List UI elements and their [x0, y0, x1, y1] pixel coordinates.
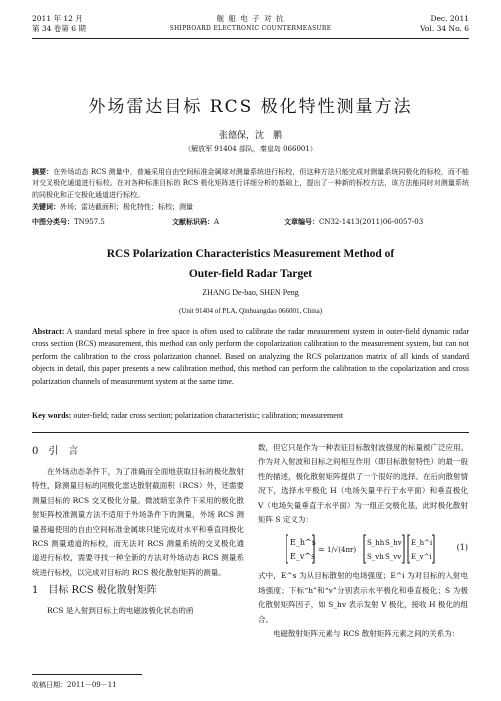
issue-date-en: Dec. 2011: [430, 14, 469, 23]
eq-rhs-top: E_h^i: [411, 539, 433, 548]
section1-paragraph: RCS 是入射到目标上的电磁波极化状态的函: [47, 606, 194, 616]
received-date: 收稿日期：2011－09－11: [32, 681, 117, 689]
classification-line: [32, 217, 469, 227]
eq-s-hv: S_hv: [385, 539, 402, 548]
equation-1-body: [286, 533, 436, 567]
eq-lhs-top: E_h^s: [290, 538, 316, 548]
right-paragraph-3: 电磁散射矩阵元素与 RCS 散射矩阵元素之间的关系为：: [273, 629, 460, 639]
body-rule: [32, 432, 469, 433]
header-center: [32, 14, 469, 34]
doc-field: [172, 217, 219, 227]
issue-date: 2011 年 12 月: [32, 14, 83, 23]
header-right: [420, 14, 469, 34]
abstract-en: [32, 326, 469, 388]
eq-rhs-bot: E_v^i: [411, 553, 432, 562]
issue-volume: 第 34 卷第 6 期: [32, 24, 86, 33]
equation-1: [258, 529, 468, 567]
eq-s-hh: S_hh: [367, 539, 385, 548]
journal-name-zh: 舰 船 电 子 对 抗: [216, 14, 285, 23]
right-column: [258, 441, 468, 641]
abstract-en-label: Abstract:: [32, 327, 65, 336]
svg-text:=: =: [318, 545, 325, 555]
footnote-rule: [32, 674, 142, 675]
keywords-en-text: outer-field; radar cross section; polarization characteristic; calibration; measurement: [71, 411, 344, 420]
left-column: [32, 441, 244, 619]
doc-value: A: [214, 218, 220, 226]
keywords-en: [32, 411, 469, 420]
article-value: CN32-1413(2011)06-0057-03: [319, 218, 424, 226]
article-label: 文章编号：: [284, 217, 319, 226]
clc-label: 中图分类号：: [32, 217, 74, 226]
clc-field: [32, 217, 105, 227]
keywords-zh-text: 外场；雷达截面积；极化特性；标校；测量: [60, 202, 193, 211]
running-header: [32, 14, 469, 36]
equation-number: (1): [456, 543, 468, 553]
title-en-line2: Outer-field Radar Target: [188, 268, 313, 280]
authors-en: ZHANG De-bao, SHEN Peng: [202, 288, 299, 297]
paper-title-en: [0, 244, 501, 284]
article-field: [284, 217, 423, 227]
keywords-zh-label: 关键词：: [32, 201, 60, 211]
affiliation-en: (Unit 91404 of PLA, Qinhuangdao 066001, China): [178, 307, 323, 315]
abstract-zh-label: 摘要：: [32, 167, 54, 176]
intro-paragraph: 在外场动态条件下，为了准确而全面地获取目标的极化散射特性，除测量目标的同极化雷达散射截面积（RCS）外，还需要测量目标的 RCS 交叉极化分量。微波暗室条件下采用的极化散射矩阵校准测量方法不适用于外场条件下的测量，外场 RCS 测量普遍使用的自由空间标准金属球只能完成对水平和垂直同极化 RCS 测量通道的标校，而无法对 RCS 测量系统的交叉极化通道进行标校，需要寻找一种全新的方法对外场动态 RCS 测量系统进行标校，以完成对目标的 RCS 极化散射矩阵的测量。: [32, 467, 244, 577]
paper-title-zh: 外场雷达目标 RCS 极化特性测量方法: [88, 97, 413, 117]
keywords-en-label: Key words:: [32, 411, 72, 420]
eq-lhs-bot: E_v^s: [290, 552, 316, 562]
right-paragraph-2: 式中，E^s 为从目标散射的电场强度；E^i 为对目标的入射电场强度；下标“h”和“v”分别表示水平极化和垂直极化；S 为极化散射矩阵因子，如 S_hv 表示发射 V 极化，接收 H 极化的组合。: [258, 571, 468, 624]
header-rule: [32, 38, 469, 39]
eq-s-vv: S_vv: [385, 553, 402, 562]
right-paragraph-1: 数，但它只是作为一种表征目标散射波强度的标量被广泛应用。作为对入射波和目标之间相互作用（即目标散射特性）的最一般性的描述，极化散射矩阵提供了一个很好的选择。在后向散射情况下，选择水平极化 H（电场矢量平行于水平面）和垂直极化 V（电场矢量垂直于水平面）为一组正交极化基，此时极化散射矩阵 S 定义为：: [258, 443, 468, 525]
authors-zh: 张德保，沈 鹏: [218, 131, 282, 141]
section-heading-1: 1 目标 RCS 极化散射矩阵: [32, 585, 157, 597]
clc-value: TN957.5: [74, 218, 105, 226]
journal-name-en: SHIPBOARD ELECTRONIC COUNTERMEASURE: [169, 25, 332, 32]
affiliation-zh: （解放军 91404 部队，秦皇岛 066001）: [184, 145, 317, 153]
eq-s-vh: S_vh: [367, 553, 384, 562]
abstract-zh: [32, 166, 469, 213]
abstract-en-text: A standard metal sphere in free space is often used to calibrate the radar measurement system in outer-field dynamic radar cross section (RCS) measurement, this method can only perform the copolarization calibration to the measurement system, but can not perform the calibration to the cross polarization channel. Based on analyzing the RCS polarization matrix of all kinds of standard objects in detail, this paper presents a new calibration method, this method can perform the calibration to the copolarization and cross polarization channels of measurement system at the same time.: [32, 327, 469, 386]
issue-volume-en: Vol. 34 No. 6: [420, 24, 469, 33]
eq-factor: 1/√(4πr): [327, 546, 357, 555]
section-heading-intro: 0 引 言: [32, 446, 79, 457]
abstract-zh-text: 在外场动态 RCS 测量中，普遍采用自由空间标准金属球对测量系统进行标校，但这种方法只能完成对测量系统同极化的标校，而不能对交叉极化通道进行标校。在对各种标准目标的 RCS 极化矩阵进行详细分析的基础上，提出了一种新的标校方法，该方法能同时对测量系统的同极化和正交极化通道进行标校。: [32, 168, 470, 199]
doc-label: 文献标识码：: [172, 217, 214, 226]
title-en-line1: RCS Polarization Characteristics Measurement Method of: [106, 248, 395, 260]
